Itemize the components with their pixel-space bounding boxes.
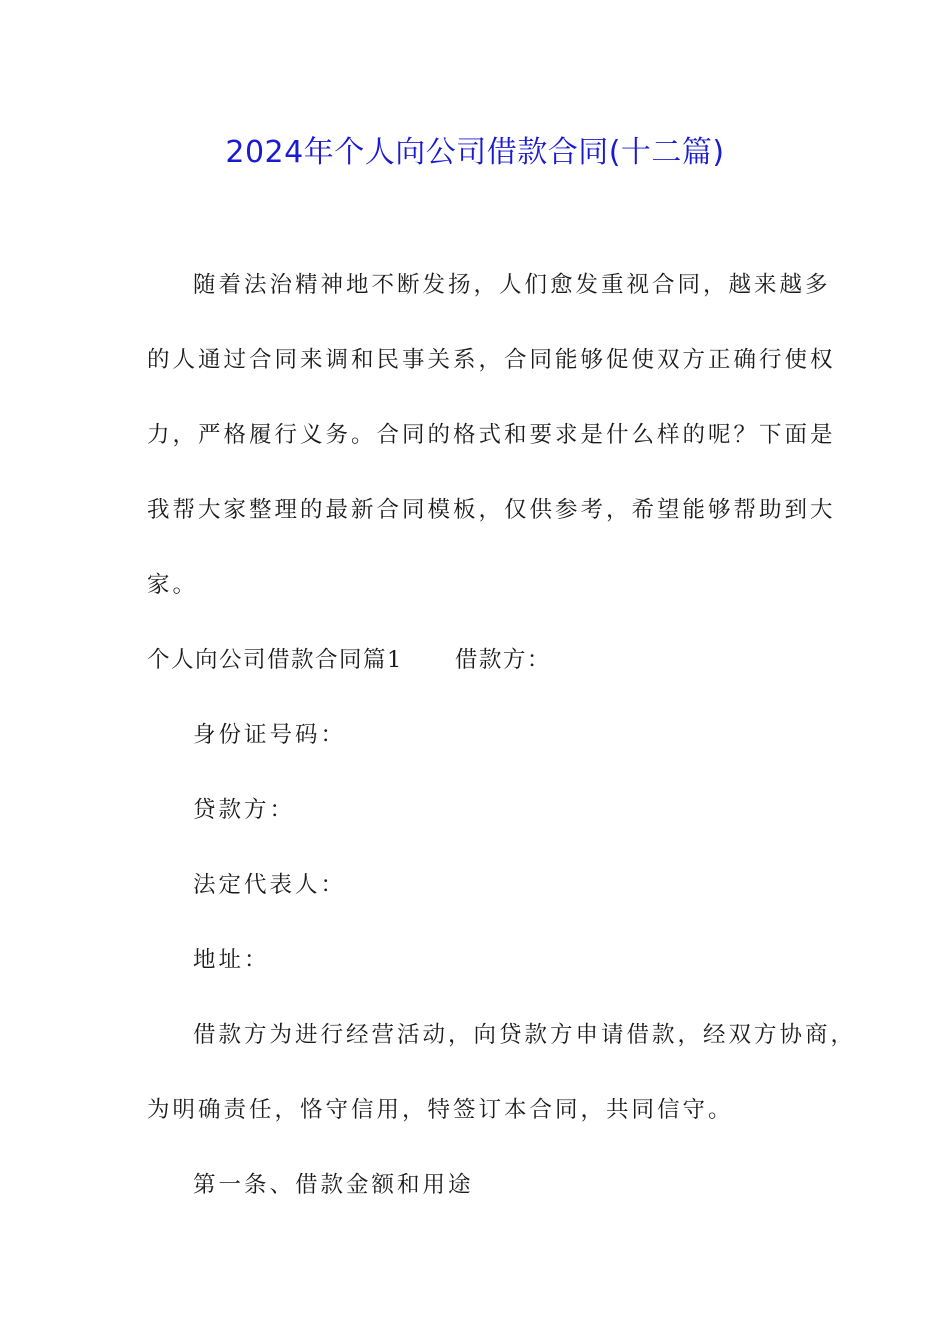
field-address: 地址： — [193, 947, 270, 973]
field-legal-representative: 法定代表人： — [193, 872, 347, 898]
article-1-heading: 第一条、借款金额和用途 — [193, 1172, 474, 1198]
document-title: 2024年个人向公司借款合同(十二篇) — [225, 135, 725, 170]
intro-line-2: 的人通过合同来调和民事关系，合同能够促使双方正确行使权 — [147, 347, 836, 373]
borrower-label: 借款方： — [454, 647, 551, 673]
intro-line-1: 随着法治精神地不断发扬，人们愈发重视合同，越来越多 — [193, 272, 831, 298]
field-id-number: 身份证号码： — [193, 722, 347, 748]
intro-line-3: 力，严格履行义务。合同的格式和要求是什么样的呢？下面是 — [147, 422, 836, 448]
section-heading-row — [147, 640, 551, 680]
intro-line-4: 我帮大家整理的最新合同模板，仅供参考，希望能够帮助到大 — [147, 497, 836, 523]
section-heading: 个人向公司借款合同篇1 — [147, 647, 403, 673]
intro-line-5: 家。 — [147, 572, 199, 598]
field-lender: 贷款方： — [193, 797, 296, 823]
preamble-line-1: 借款方为进行经营活动，向贷款方申请借款，经双方协商， — [193, 1022, 857, 1048]
preamble-line-2: 为明确责任，恪守信用，特签订本合同，共同信守。 — [147, 1097, 734, 1123]
